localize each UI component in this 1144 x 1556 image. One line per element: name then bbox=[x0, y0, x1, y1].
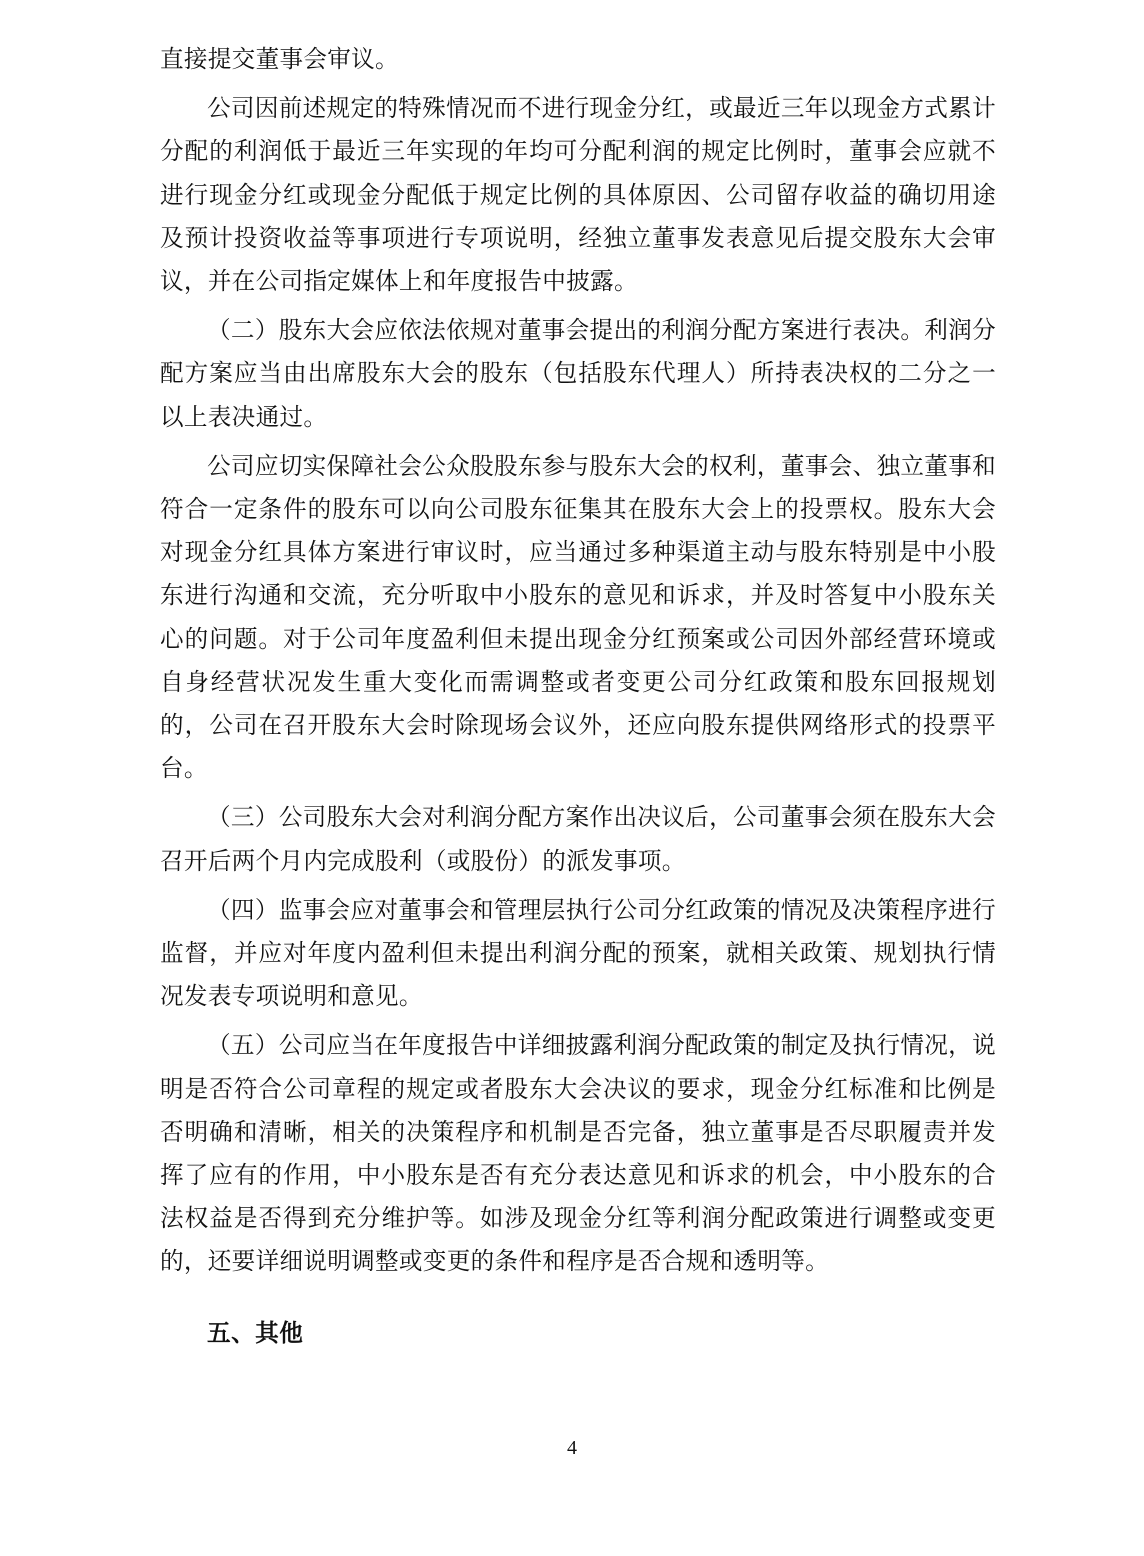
paragraph-item-2-shareholder-vote: （二）股东大会应依法依规对董事会提出的利润分配方案进行表决。利润分配方案应当由出席股东大会的股东（包括股东代理人）所持表决权的二分之一以上表决通过。 bbox=[160, 316, 996, 431]
paragraph-item-4-supervision: （四）监事会应对董事会和管理层执行公司分红政策的情况及决策程序进行监督，并应对年度内盈利但未提出利润分配的预案，就相关政策、规划执行情况发表专项说明和意见。 bbox=[160, 895, 996, 1011]
paragraph-shareholder-rights: 公司应切实保障社会公众股股东参与股东大会的权利，董事会、独立董事和符合一定条件的股东可以向公司股东征集其在股东大会上的投票权。股东大会对现金分红具体方案进行审议时，应当通过多种渠道主动与股东特别是中小股东进行沟通和交流，充分听取中小股东的意见和诉求，并及时答复中小股东关心的问题。对于公司年度盈利但未提出现金分红预案或公司因外部经营环境或自身经营状况发生重大变化而需调整或者变更公司分红政策和股东回报规划的，公司在召开股东大会时除现场会议外，还应向股东提供网络形式的投票平台。 bbox=[160, 451, 996, 783]
paragraph-continuation: 直接提交董事会审议。 bbox=[160, 45, 399, 73]
paragraph-item-5-disclosure: （五）公司应当在年度报告中详细披露利润分配政策的制定及执行情况，说明是否符合公司章程的规定或者股东大会决议的要求，现金分红标准和比例是否明确和清晰，相关的决策程序和机制是否完备，独立董事是否尽职履责并发挥了应有的作用，中小股东是否有充分表达意见和诉求的机会，中小股东的合法权益是否得到充分维护等。如涉及现金分红等利润分配政策进行调整或变更的，还要详细说明调整或变更的条件和程序是否合规和透明等。 bbox=[160, 1031, 996, 1276]
page-content bbox=[160, 38, 996, 1355]
section-heading-other: 五、其他 bbox=[207, 1318, 304, 1347]
paragraph-item-3-distribution: （三）公司股东大会对利润分配方案作出决议后，公司董事会须在股东大会召开后两个月内完成股利（或股份）的派发事项。 bbox=[160, 803, 996, 875]
page-number: 4 bbox=[567, 1437, 577, 1459]
paragraph-cash-dividend-exception: 公司因前述规定的特殊情况而不进行现金分红，或最近三年以现金方式累计分配的利润低于最近三年实现的年均可分配利润的规定比例时，董事会应就不进行现金分红或现金分配低于规定比例的具体原因、公司留存收益的确切用途及预计投资收益等事项进行专项说明，经独立董事发表意见后提交股东大会审议，并在公司指定媒体上和年度报告中披露。 bbox=[160, 94, 996, 296]
